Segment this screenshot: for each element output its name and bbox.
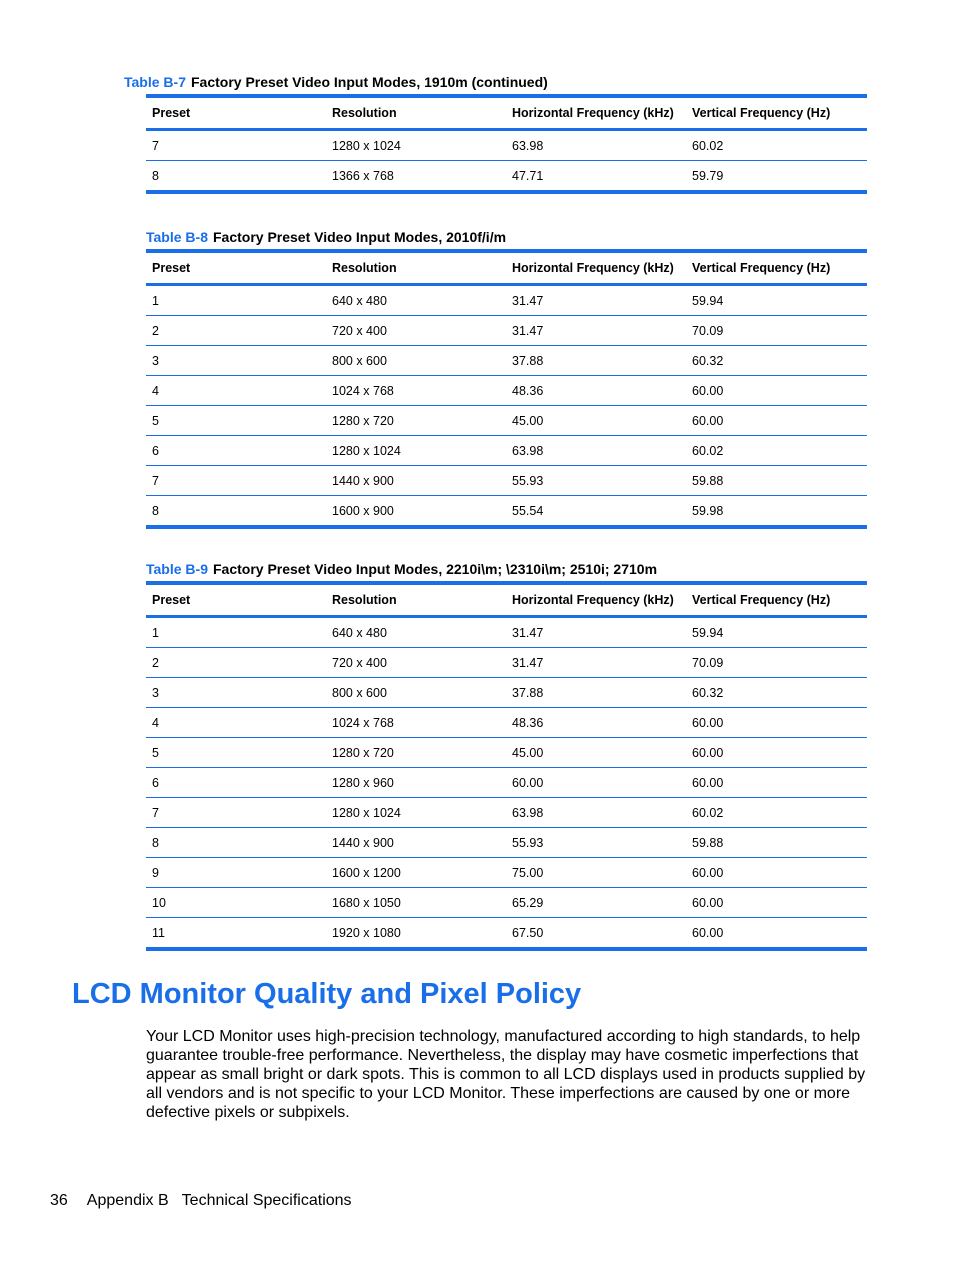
table-cell: 60.00 — [686, 376, 867, 406]
table-number: Table B-8 — [146, 229, 208, 245]
table-cell: 1 — [146, 285, 326, 316]
table-cell: 1280 x 1024 — [326, 436, 506, 466]
table-cell: 60.00 — [686, 406, 867, 436]
table-row — [146, 708, 867, 738]
table-cell: 47.71 — [512, 168, 544, 183]
column-header: Vertical Frequency (Hz) — [686, 583, 867, 617]
table-cell: 63.98 — [506, 130, 686, 161]
table-cell: 720 x 400 — [326, 316, 506, 346]
column-header: Horizontal Frequency (kHz) — [506, 251, 686, 285]
table-cell: 9 — [146, 858, 326, 888]
table-cell: 7 — [146, 130, 326, 161]
table-cell: 37.88 — [506, 678, 686, 708]
table-cell: 1024 x 768 — [326, 708, 506, 738]
preset-modes-table — [146, 249, 867, 529]
table-cell: 45.00 — [506, 406, 686, 436]
table-cell: 1366 x 768 — [332, 168, 394, 183]
table-cell: 60.00 — [686, 708, 867, 738]
table-title: Factory Preset Video Input Modes, 2210i\m; \2310i\m; 2510i; 2710m — [212, 561, 658, 577]
table-header-row — [146, 251, 867, 285]
table-cell: 60.32 — [686, 346, 867, 376]
table-row — [146, 376, 867, 406]
table-cell: 6 — [146, 768, 326, 798]
table-cell: 800 x 600 — [326, 346, 506, 376]
table-cell: 31.47 — [506, 316, 686, 346]
table-cell: 1280 x 720 — [326, 406, 506, 436]
preset-modes-table — [146, 581, 867, 951]
table-row — [146, 798, 867, 828]
column-header: Horizontal Frequency (kHz) — [506, 96, 686, 130]
table-cell: 55.93 — [506, 466, 686, 496]
table-cell: 31.47 — [506, 617, 686, 648]
table-cell: 48.36 — [506, 708, 686, 738]
page-footer — [50, 1192, 352, 1210]
table-cell: 67.50 — [512, 925, 544, 940]
table-cell: 8 — [152, 168, 159, 183]
preset-modes-table — [146, 94, 867, 194]
table-cell: 3 — [146, 678, 326, 708]
table-row — [146, 406, 867, 436]
table-row — [146, 768, 867, 798]
table-cell: 1600 x 1200 — [326, 858, 506, 888]
table-row — [146, 617, 867, 648]
column-header: Preset — [146, 251, 326, 285]
table-cell: 3 — [146, 346, 326, 376]
column-header: Preset — [146, 583, 326, 617]
table-row — [146, 496, 867, 528]
table-cell: 55.93 — [506, 828, 686, 858]
table-row — [146, 888, 867, 918]
table-cell: 60.02 — [686, 130, 867, 161]
table-number: Table B-7 — [124, 74, 186, 90]
section-heading: LCD Monitor Quality and Pixel Policy — [72, 978, 582, 1010]
table-caption — [146, 229, 506, 245]
table-cell: 11 — [152, 925, 165, 940]
table-cell: 1440 x 900 — [326, 828, 506, 858]
table-cell: 4 — [146, 708, 326, 738]
table-cell: 31.47 — [506, 648, 686, 678]
table-row — [146, 161, 867, 193]
table-cell: 4 — [146, 376, 326, 406]
table-title: Factory Preset Video Input Modes, 1910m (continued) — [190, 74, 548, 90]
table-row — [146, 285, 867, 316]
table-cell: 65.29 — [506, 888, 686, 918]
column-header: Vertical Frequency (Hz) — [686, 251, 867, 285]
table-header-row — [146, 583, 867, 617]
table-cell: 31.47 — [506, 285, 686, 316]
table-cell: 59.88 — [686, 828, 867, 858]
table-cell: 59.88 — [686, 466, 867, 496]
page-number: 36 — [50, 1192, 68, 1209]
column-header: Resolution — [326, 583, 506, 617]
table-cell: 59.98 — [692, 503, 724, 518]
column-header: Resolution — [326, 251, 506, 285]
table-number: Table B-9 — [146, 561, 208, 577]
column-header: Horizontal Frequency (kHz) — [506, 583, 686, 617]
table-row — [146, 130, 867, 161]
column-header: Preset — [146, 96, 326, 130]
table-cell: 10 — [146, 888, 326, 918]
table-cell: 1280 x 720 — [326, 738, 506, 768]
table-row — [146, 466, 867, 496]
table-cell: 5 — [146, 406, 326, 436]
table-cell: 70.09 — [686, 316, 867, 346]
table-row — [146, 828, 867, 858]
table-cell: 60.00 — [506, 768, 686, 798]
table-row — [146, 316, 867, 346]
table-cell: 8 — [152, 503, 159, 518]
table-row — [146, 858, 867, 888]
table-cell: 2 — [146, 316, 326, 346]
table-cell: 37.88 — [506, 346, 686, 376]
table-row — [146, 918, 867, 950]
table-cell: 720 x 400 — [326, 648, 506, 678]
column-header: Vertical Frequency (Hz) — [686, 96, 867, 130]
table-cell: 800 x 600 — [326, 678, 506, 708]
table-cell: 60.00 — [686, 888, 867, 918]
table-cell: 60.00 — [686, 768, 867, 798]
table-cell: 8 — [146, 828, 326, 858]
table-title: Factory Preset Video Input Modes, 2010f/i/m — [212, 229, 507, 245]
table-cell: 59.79 — [692, 168, 724, 183]
table-cell: 60.02 — [686, 798, 867, 828]
table-row — [146, 648, 867, 678]
table-cell: 59.94 — [686, 617, 867, 648]
table-cell: 1 — [146, 617, 326, 648]
table-cell: 640 x 480 — [326, 285, 506, 316]
table-cell: 1920 x 1080 — [332, 925, 401, 940]
table-cell: 60.00 — [686, 858, 867, 888]
table-cell: 45.00 — [506, 738, 686, 768]
table-cell: 1280 x 1024 — [326, 798, 506, 828]
table-cell: 7 — [146, 466, 326, 496]
table-cell: 1280 x 1024 — [326, 130, 506, 161]
footer-text: Appendix B Technical Specifications — [86, 1192, 352, 1209]
table-cell: 60.00 — [686, 738, 867, 768]
table-cell: 640 x 480 — [326, 617, 506, 648]
table-cell: 2 — [146, 648, 326, 678]
table-cell: 60.32 — [686, 678, 867, 708]
table-cell: 63.98 — [506, 436, 686, 466]
table-cell: 7 — [146, 798, 326, 828]
table-cell: 1280 x 960 — [326, 768, 506, 798]
table-cell: 70.09 — [686, 648, 867, 678]
table-cell: 1440 x 900 — [326, 466, 506, 496]
table-row — [146, 738, 867, 768]
table-row — [146, 436, 867, 466]
column-header: Resolution — [326, 96, 506, 130]
table-cell: 75.00 — [506, 858, 686, 888]
table-header-row — [146, 96, 867, 130]
table-cell: 55.54 — [512, 503, 544, 518]
table-row — [146, 678, 867, 708]
table-cell: 60.02 — [686, 436, 867, 466]
table-cell: 1024 x 768 — [326, 376, 506, 406]
table-cell: 48.36 — [506, 376, 686, 406]
table-cell: 5 — [146, 738, 326, 768]
table-caption — [124, 74, 548, 90]
table-cell: 60.00 — [692, 925, 724, 940]
table-cell: 1680 x 1050 — [326, 888, 506, 918]
table-caption — [146, 561, 657, 577]
table-row — [146, 346, 867, 376]
body-paragraph: Your LCD Monitor uses high-precision technology, manufactured according to high standards, to help guarantee trouble-free performance. Nevertheless, the display may have cosmetic imperfections that appear as small bright or dark spots. This is common to all LCD displays used in products supplied by all vendors and is not specific to your LCD Monitor. These imperfections are caused by one or more defective pixels or subpixels. — [146, 1028, 866, 1121]
table-cell: 6 — [146, 436, 326, 466]
table-cell: 63.98 — [506, 798, 686, 828]
table-cell: 59.94 — [686, 285, 867, 316]
table-cell: 1600 x 900 — [332, 503, 394, 518]
